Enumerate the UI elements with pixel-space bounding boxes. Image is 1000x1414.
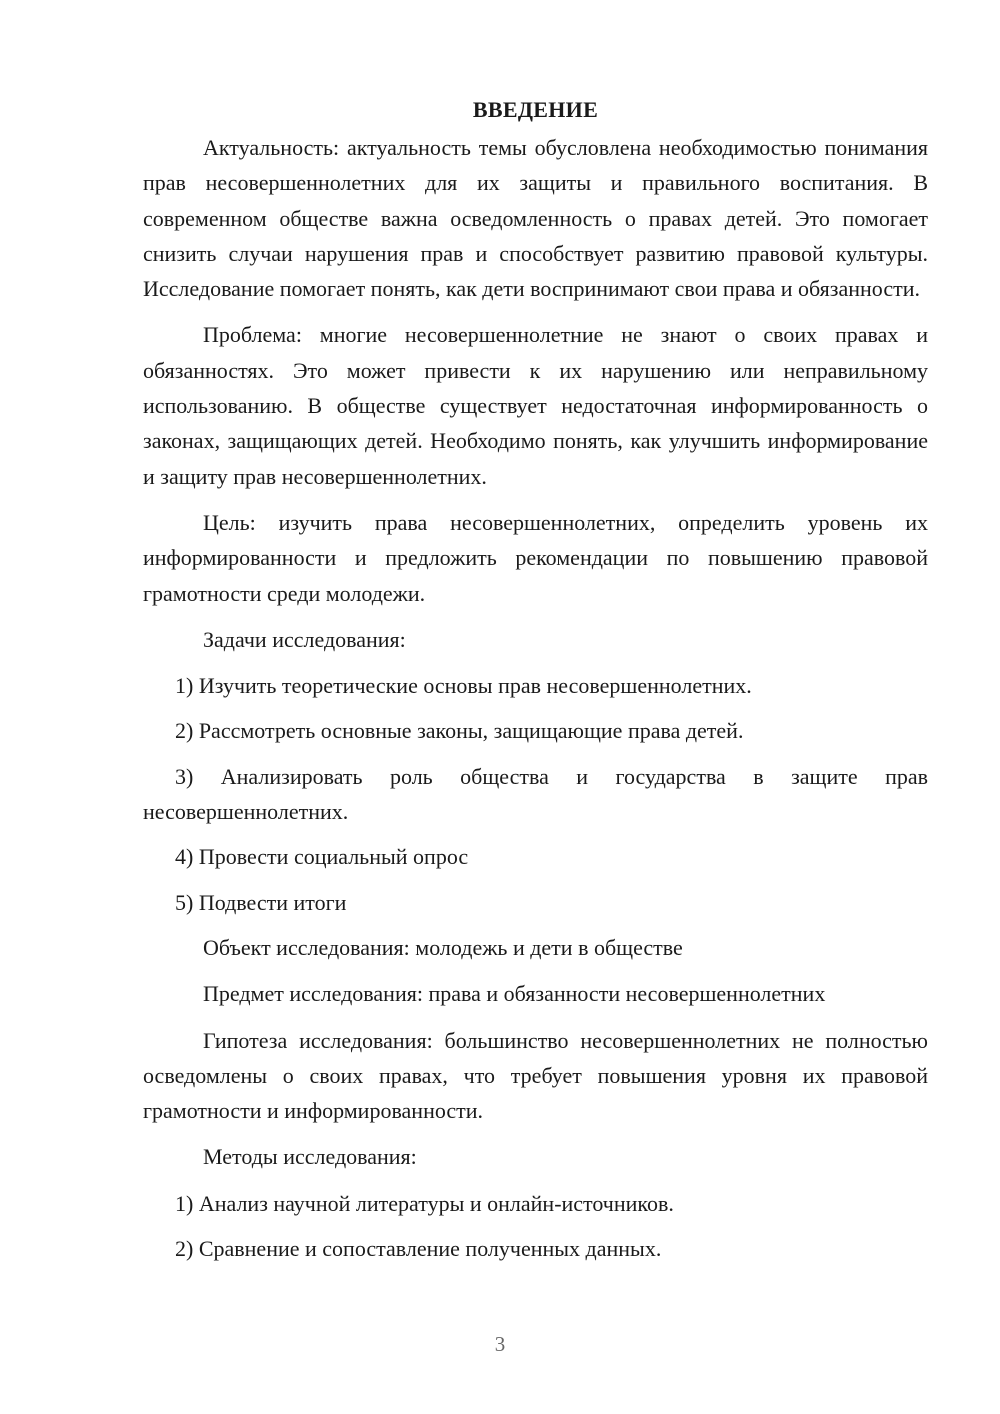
subject-paragraph: Предмет исследования: права и обязанности несовершеннолетних	[203, 981, 826, 1007]
page-number: 3	[494, 1332, 506, 1356]
problem-paragraph: Проблема: многие несовершеннолетние не знают о своих правах и обязанностях. Это может привести к их нарушению или неправильному использованию. В обществе существует недостаточная информированность о законах, защищающих детей. Необходимо понять, как улучшить информирование и защиту прав несовершеннолетних.	[143, 322, 928, 489]
method-item: 1) Анализ научной литературы и онлайн-источников.	[175, 1190, 674, 1216]
task-item: 1) Изучить теоретические основы прав несовершеннолетних.	[175, 673, 752, 699]
task-item: 5) Подвести итоги	[175, 889, 347, 915]
hypothesis-paragraph: Гипотеза исследования: большинство несовершеннолетних не полностью осведомлены о своих правах, что требует повышения уровня их правовой грамотности и информированности.	[143, 1027, 928, 1124]
document-page	[143, 92, 928, 1276]
methods-heading: Методы исследования:	[203, 1144, 417, 1170]
task-item: 4) Провести социальный опрос	[175, 844, 469, 870]
task-item: 2) Рассмотреть основные законы, защищающие права детей.	[175, 718, 744, 744]
section-title: ВВЕДЕНИЕ	[472, 97, 599, 122]
tasks-heading: Задачи исследования:	[203, 626, 406, 652]
object-paragraph: Объект исследования: молодежь и дети в обществе	[203, 934, 683, 960]
method-item: 2) Сравнение и сопоставление полученных данных.	[175, 1236, 662, 1262]
goal-paragraph: Цель: изучить права несовершеннолетних, определить уровень их информированности и предложить рекомендации по повышению правовой грамотности среди молодежи.	[143, 509, 928, 606]
relevance-paragraph: Актуальность: актуальность темы обусловлена необходимостью понимания прав несовершеннолетних для их защиты и правильного воспитания. В современном обществе важна осведомленность о правах детей. Это помогает снизить случаи нарушения прав и способствует развитию правовой культуры. Исследование помогает понять, как дети воспринимают свои права и обязанности.	[143, 135, 928, 302]
task-item: 3) Анализировать роль общества и государства в защите прав несовершеннолетних.	[143, 763, 928, 825]
